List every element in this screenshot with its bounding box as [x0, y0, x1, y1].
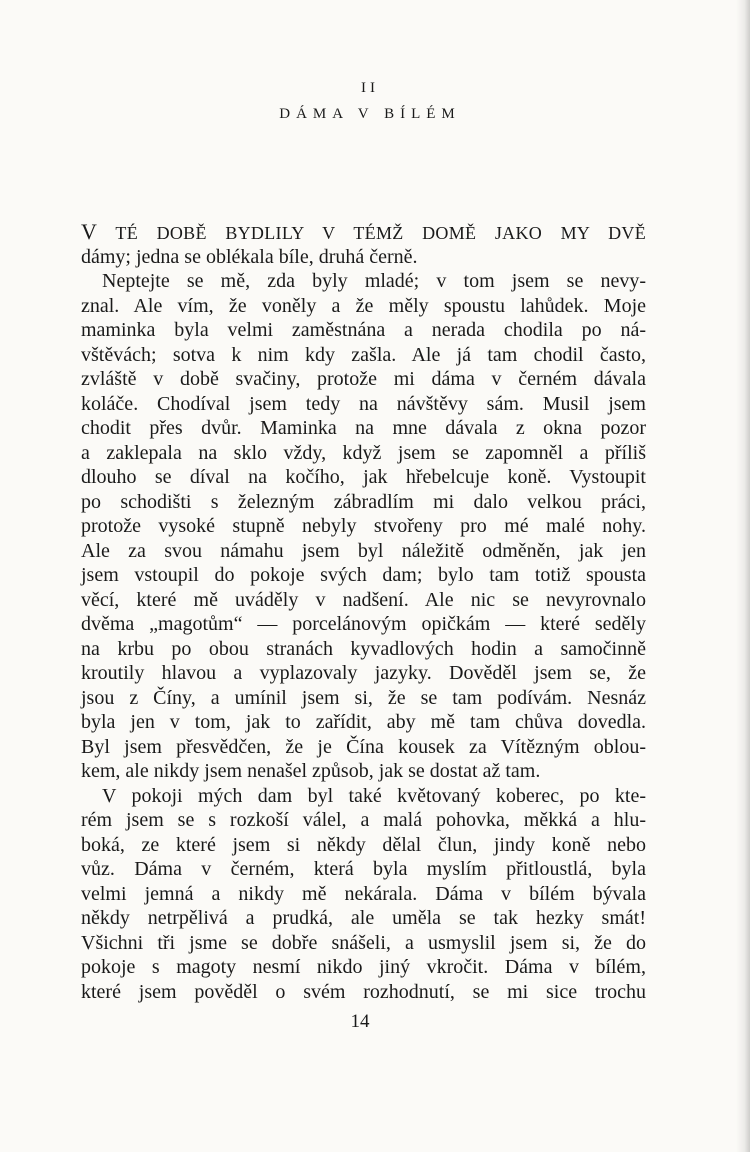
text-line: a zaklepala na sklo vždy, když jsem se zapomněl a příliš: [81, 441, 646, 464]
text-line: znal. Ale vím, že voněly a že měly spoustu lahůdek. Moje: [81, 294, 646, 317]
text-line: dámy; jedna se oblékala bíle, druhá černě.: [81, 245, 418, 268]
text-line: Ale za svou námahu jsem byl náležitě odměněn, jak jen: [81, 539, 646, 562]
text-line: pokoje s magoty nesmí nikdo jiný vkročit. Dáma v bílém,: [81, 956, 646, 978]
text-line: jsem vstoupil do pokoje svých dam; bylo tam totiž spousta: [81, 564, 646, 586]
text-line: kem, ale nikdy jsem nenašel způsob, jak se dostat až tam.: [81, 760, 541, 782]
text-line: rém jsem se s rozkoší válel, a malá pohovka, měkká a hlu-: [81, 809, 646, 831]
text-line: vůz. Dáma v černém, která byla myslím přitloustlá, byla: [81, 858, 646, 880]
text-line: vštěvách; sotva k nim kdy zašla. Ale já tam chodil často,: [81, 343, 646, 366]
body-text: [81, 220, 646, 1004]
text-line: jsou z Číny, a umínil jsem si, že se tam podívám. Nesnáz: [81, 686, 646, 709]
chapter-number: II: [361, 80, 379, 96]
text-line: na krbu po obou stranách kyvadlových hodin a samočinně: [81, 637, 646, 660]
text-line: někdy netrpělivá a prudká, ale uměla se tak hezky smát!: [81, 907, 646, 929]
text-line: které jsem pověděl o svém rozhodnutí, se mi sice trochu: [81, 980, 646, 1003]
opening-line: [81, 220, 646, 245]
text-line: koláče. Chodíval jsem tedy na návštěvy sám. Musil jsem: [81, 392, 646, 415]
chapter-title: DÁMA V BÍLÉM: [279, 106, 461, 122]
page-edge-shadow: [736, 0, 750, 1152]
text-line: boká, ze které jsem si někdy dělal člun, jindy koně nebo: [81, 833, 646, 856]
opening-caps: TÉ DOBĚ BYDLILY V TÉMŽ DOMĚ JAKO MY DVĚ: [97, 223, 646, 243]
text-line: byla jen v tom, jak to zařídit, aby mě tam chůva dovedla.: [81, 711, 646, 733]
text-line: chodit přes dvůr. Maminka na mne dávala z okna pozor: [81, 417, 646, 439]
text-line: maminka byla velmi zaměstnána a nerada chodila po ná-: [81, 319, 646, 341]
page-number: 14: [350, 1011, 370, 1032]
text-line: velmi jemná a nikdy mě nekárala. Dáma v bílém bývala: [81, 882, 646, 905]
text-line: dvěma „magotům“ — porcelánovým opičkám — které seděly: [81, 613, 646, 635]
text-line: věcí, které mě uváděly v nadšení. Ale nic se nevyrovnalo: [81, 588, 646, 611]
text-line: kroutily hlavou a vyplazovaly jazyky. Dověděl jsem se, že: [81, 662, 646, 684]
text-line: Byl jsem přesvědčen, že je Čína kousek za Vítězným oblou-: [81, 735, 646, 758]
text-line: dlouho se díval na kočího, jak hřebelcuje koně. Vystoupit: [81, 466, 646, 488]
text-line: protože vysoké stupně nebyly stvořeny pro mé malé nohy.: [81, 515, 646, 537]
text-line: V pokoji mých dam byl také květovaný koberec, po kte-: [102, 784, 646, 807]
text-line: po schodišti s železným zábradlím mi dalo velkou práci,: [81, 490, 646, 513]
opening-initial: V: [81, 219, 98, 244]
text-line: Všichni tři jsme se dobře snášeli, a usmyslil jsem si, že do: [81, 931, 646, 954]
text-line: Neptejte se mě, zda byly mladé; v tom jsem se nevy-: [102, 270, 646, 292]
text-line: zvláště v době svačiny, protože mi dáma v černém dávala: [81, 368, 646, 390]
